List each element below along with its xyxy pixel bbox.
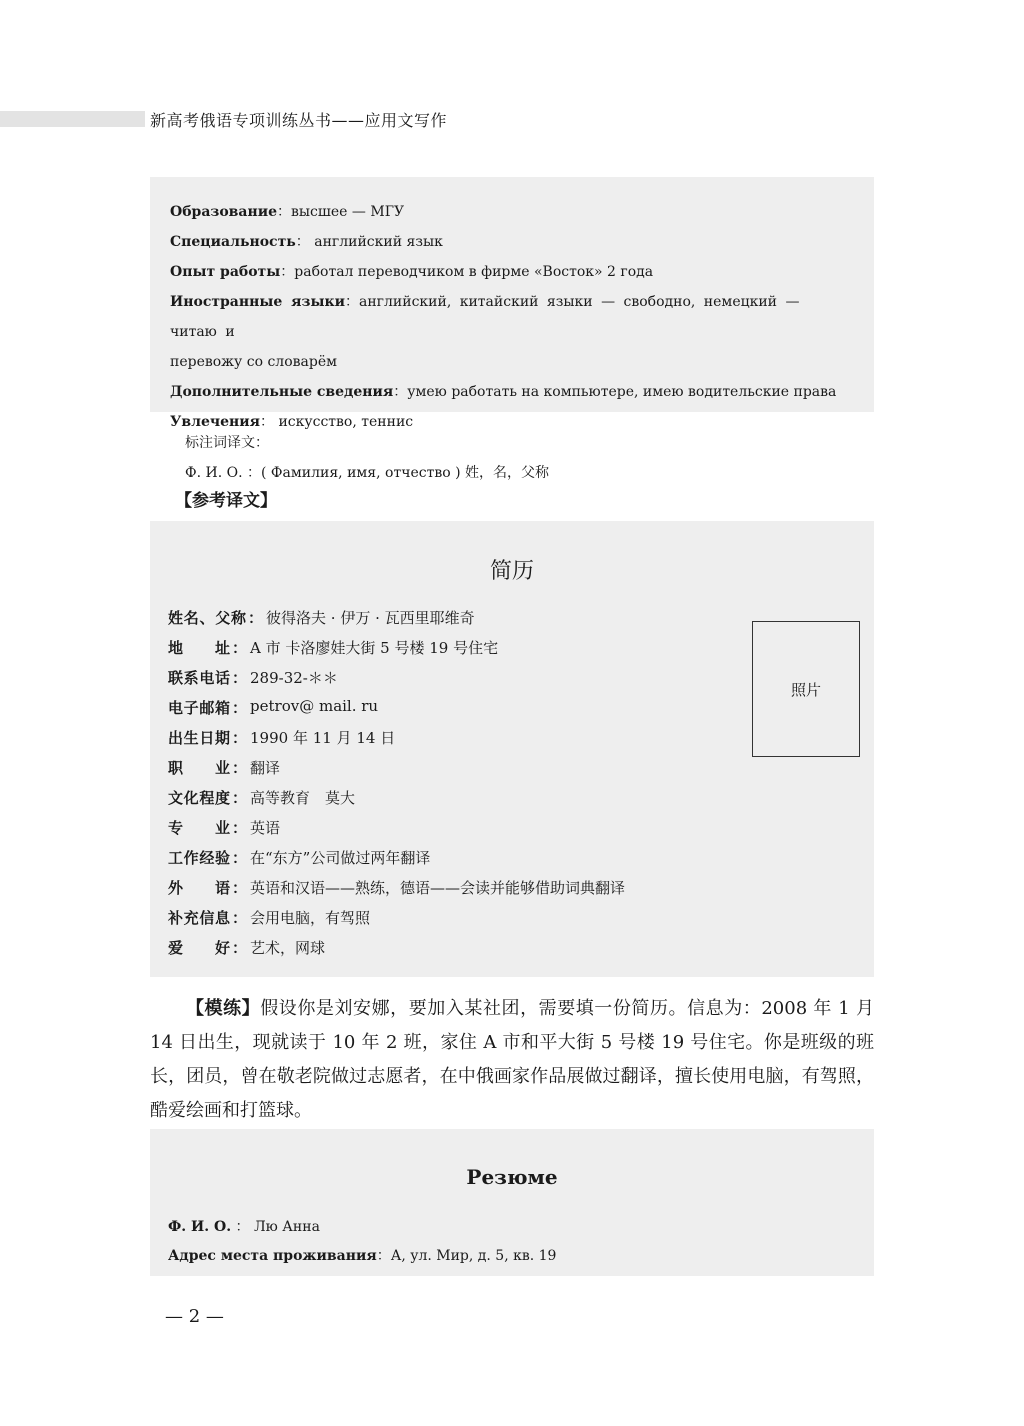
resume-row: 外 语 ： 英语和汉语——熟练，德语——会读并能够借助词典翻译 (168, 879, 626, 897)
running-header: 新高考俄语专项训练丛书——应用文写作 (150, 111, 448, 130)
reference-translation-heading: 【参考译文】 (175, 491, 277, 511)
resume-title: Резюме (466, 1165, 558, 1189)
header-decor-bar (0, 111, 145, 127)
resume-row: 职 业 ： 翻译 (168, 759, 281, 777)
resume-row: Иностранные языки：английский, китайский языки — свободно, немецкий — читаю и (170, 294, 800, 340)
photo-placeholder (752, 621, 860, 757)
resume-row: 文化程度 ： 高等教育 莫大 (168, 789, 356, 807)
resume-row: 补充信息 ： 会用电脑，有驾照 (168, 909, 371, 927)
resume-row: Ф. И. О. ： Лю Анна (168, 1219, 320, 1235)
resume-row: 地 址 ： A 市 卡洛廖娃大街 5 号楼 19 号住宅 (168, 639, 499, 657)
photo-label: 照片 (790, 680, 821, 699)
resume-title: 简历 (489, 559, 534, 584)
resume-row: Образование：высшее — МГУ (170, 204, 405, 220)
resume-row: 联系电话 ： 289-32-＊＊ (168, 669, 338, 687)
notes-heading: 标注词译文： (185, 435, 269, 451)
resume-row: Опыт работы：работал переводчиком в фирме «Восток» 2 года (170, 264, 654, 280)
resume-row: 出生日期 ： 1990 年 11 月 14 日 (168, 729, 396, 747)
resume-row: Увлечения： искусство, теннис (170, 414, 414, 430)
resume-row: 姓名、父称 ： 彼得洛夫 · 伊万 · 瓦西里耶维奇 (168, 609, 475, 627)
resume-row: Адрес места проживания：А, ул. Мир, д. 5, кв. 19 (168, 1248, 557, 1264)
vocabulary-notes (185, 428, 549, 488)
notes-line: Ф. И. О. ：( Фамилия, имя, отчество ) 姓，名，父称 (185, 465, 549, 481)
resume-row: 爱 好 ： 艺术，网球 (168, 939, 326, 957)
exercise-resume-box (150, 1129, 874, 1276)
resume-row: 工作经验 ： 在“东方”公司做过两年翻译 (168, 849, 431, 867)
resume-row: 电子邮箱 ： petrov@ mail. ru (168, 697, 379, 717)
resume-row: Дополнительные сведения：умею работать на компьютере, имею водительские права (170, 384, 837, 400)
resume-row: перевожу со словарём (170, 354, 337, 370)
exercise-tag: 【模练】 (186, 998, 261, 1019)
resume-row: 专 业 ： 英语 (168, 819, 281, 837)
exercise-text: 假设你是刘安娜，要加入某社团，需要填一份简历。信息为：2008 年 1 月 14 日出生，现就读于 10 年 2 班，家住 A 市和平大街 5 号楼 19 号住宅。你是班级的班长，团员，曾在敬老院做过志愿者，在中俄画家作品展做过翻译，擅长使用电脑，有驾照，酷爱绘画和打篮球。 (150, 998, 874, 1121)
exercise-paragraph (150, 992, 874, 1128)
resume-row: Специальность： английский язык (170, 234, 443, 250)
page-number: — 2 — (165, 1306, 224, 1327)
russian-resume-box (150, 177, 874, 430)
